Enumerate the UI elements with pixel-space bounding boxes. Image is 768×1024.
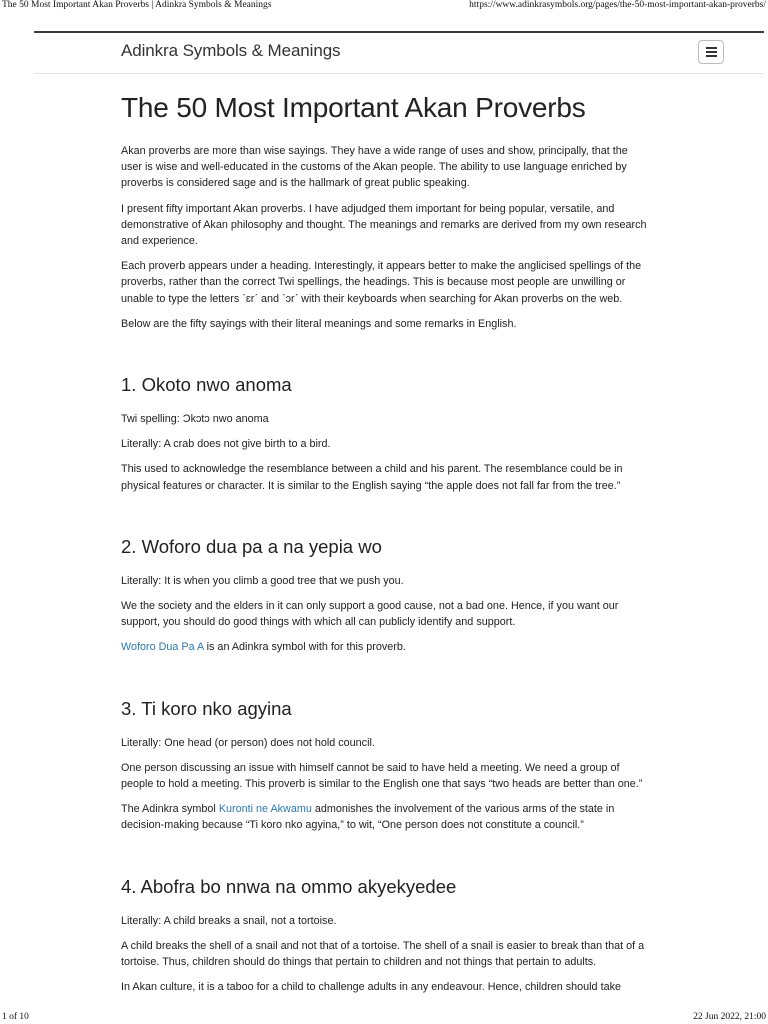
hamburger-menu-button[interactable] — [698, 40, 724, 64]
hamburger-menu-icon — [706, 47, 717, 49]
proverb-2-symbol-text: is an Adinkra symbol with for this proverb. — [203, 641, 406, 654]
print-footer — [0, 1010, 768, 1024]
proverb-3-symbol-prefix: The Adinkra symbol — [121, 803, 219, 816]
proverb-3-literal: Literally: One head (or person) does not hold council. — [121, 736, 375, 749]
woforo-dua-pa-a-link[interactable]: Woforo Dua Pa A — [121, 641, 204, 654]
proverb-2-remark: We the society and the elders in it can only support a good cause, not a bad one. Hence, if you want our support, you should do good things with which all can publicly identify and support. — [121, 600, 619, 629]
proverb-3-symbol-note — [121, 801, 649, 833]
print-page-number: 1 of 10 — [2, 1012, 29, 1022]
page-title: The 50 Most Important Akan Proverbs — [121, 92, 586, 123]
intro-paragraph: Below are the fifty sayings with their literal meanings and some remarks in English. — [121, 317, 517, 330]
intro-paragraph: Each proverb appears under a heading. Interestingly, it appears better to make the anglicised spellings of the proverbs, rather than the correct Twi spellings, the headings. This is because most people are unwilling or unable to type the letters ˋɛrˊ and ˋɔrˊ with their keyboards when searching for Akan proverbs on the web. — [121, 260, 642, 305]
proverb-4-literal: Literally: A child breaks a snail, not a tortoise. — [121, 914, 337, 927]
navbar — [34, 33, 764, 74]
site-brand-link[interactable]: Adinkra Symbols & Meanings — [121, 41, 341, 60]
proverb-1-remark: This used to acknowledge the resemblance between a child and his parent. The resemblance could be in physical features or character. It is similar to the English saying “the apple does not fall far from the tree.” — [121, 463, 623, 492]
proverb-2-symbol-note — [121, 639, 649, 655]
intro-paragraph: Akan proverbs are more than wise sayings. They have a wide range of uses and show, principally, that the user is wise and well-educated in the customs of the Akan people. The ability to use language enriched by proverbs is considered sage and is the hallmark of great public speaking. — [121, 145, 628, 190]
proverb-2-literal: Literally: It is when you climb a good tree that we push you. — [121, 574, 404, 587]
proverb-3-symbol-suffix: admonishes the involvement of the various arms of the state in decision-making because “Ti koro nko agyina,” to wit, “One person does not constitute a council.” — [121, 803, 615, 832]
intro-paragraph: I present fifty important Akan proverbs. I have adjudged them important for being popular, versatile, and demonstrative of Akan philosophy and thought. The meanings and remarks are derived from my own research and experience. — [121, 202, 647, 248]
proverb-3-remark: One person discussing an issue with himself cannot be said to have held a meeting. We need a group of people to hold a meeting. This proverb is similar to the English one that says “two heads are better than one.” — [121, 761, 643, 791]
kuronti-ne-akwamu-link[interactable]: Kuronti ne Akwamu — [218, 803, 312, 816]
proverb-3-heading: 3. Ti koro nko agyina — [121, 697, 292, 719]
article — [121, 90, 649, 1004]
proverb-4-remark-continued: In Akan culture, it is a taboo for a child to challenge adults in any endeavour. Hence, children should take — [121, 981, 621, 994]
print-header — [0, 0, 768, 14]
proverb-4-heading: 4. Abofra bo nnwa na ommo akyekyedee — [121, 875, 457, 897]
proverb-4-remark: A child breaks the shell of a snail and not that of a tortoise. The shell of a snail is easier to break than that of a tortoise. Thus, children should do things that pertain to children and not things that pertain to adults. — [121, 939, 645, 969]
print-timestamp: 22 Jun 2022, 21:00 — [693, 1012, 766, 1022]
hamburger-menu-icon-bar — [706, 51, 717, 53]
hamburger-menu-icon-bar — [706, 55, 717, 57]
print-page-title: The 50 Most Important Akan Proverbs | Adinkra Symbols & Meanings — [2, 0, 272, 10]
proverb-1-literal: Literally: A crab does not give birth to a bird. — [121, 438, 331, 451]
proverb-1-twi-spelling: Twi spelling: Ɔkɔtɔ nwo anoma — [121, 413, 269, 426]
proverb-1-heading: 1. Okoto nwo anoma — [121, 374, 292, 396]
proverb-2-heading: 2. Woforo dua pa a na yepia wo — [121, 535, 382, 557]
print-page-url: https://www.adinkrasymbols.org/pages/the-50-most-important-akan-proverbs/ — [469, 0, 766, 10]
